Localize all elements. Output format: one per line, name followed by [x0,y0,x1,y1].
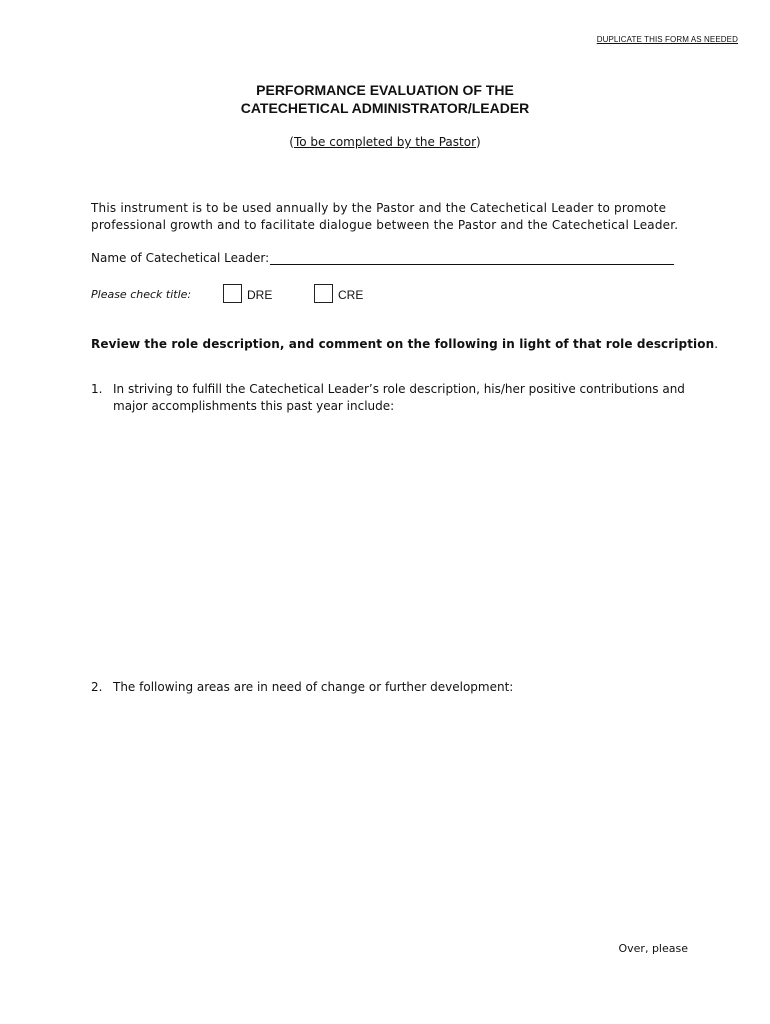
dre-checkbox[interactable] [223,284,242,303]
question-2-number: 2. [91,680,103,694]
form-subtitle [0,135,770,149]
subtitle-close-paren: ) [476,135,481,149]
footer-over-please: Over, please [618,942,688,955]
check-title-label: Please check title: [91,288,192,301]
form-title-line-1: PERFORMANCE EVALUATION OF THE [256,82,514,98]
name-input-line[interactable] [270,250,674,265]
intro-paragraph: This instrument is to be used annually by the Pastor and the Catechetical Leader to promote professional growth and to facilitate dialogue between the Pastor and the Catechetical Leader. [91,201,679,232]
question-1 [91,381,691,415]
question-2-text: The following areas are in need of change or further development: [113,680,514,694]
dre-checkbox-label: DRE [247,288,273,302]
review-instructions-period: . [714,337,719,351]
duplicate-form-note: DUPLICATE THIS FORM AS NEEDED [596,35,738,44]
form-title-line-2: CATECHETICAL ADMINISTRATOR/LEADER [240,100,530,116]
review-instructions [91,337,718,351]
subtitle-open-paren: ( [289,135,294,149]
question-1-text: In striving to fulfill the Catechetical Leader’s role description, his/her positive contributions and major accomplishments this past year include: [113,382,685,413]
question-2 [91,679,691,696]
question-1-number: 1. [91,382,103,396]
name-field-label: Name of Catechetical Leader: [91,251,270,265]
subtitle-text: To be completed by the Pastor [293,135,477,149]
name-field-row [91,250,674,265]
cre-checkbox[interactable] [314,284,333,303]
cre-checkbox-label: CRE [338,288,364,302]
review-instructions-text: Review the role description, and comment on the following in light of that role description [91,337,715,351]
